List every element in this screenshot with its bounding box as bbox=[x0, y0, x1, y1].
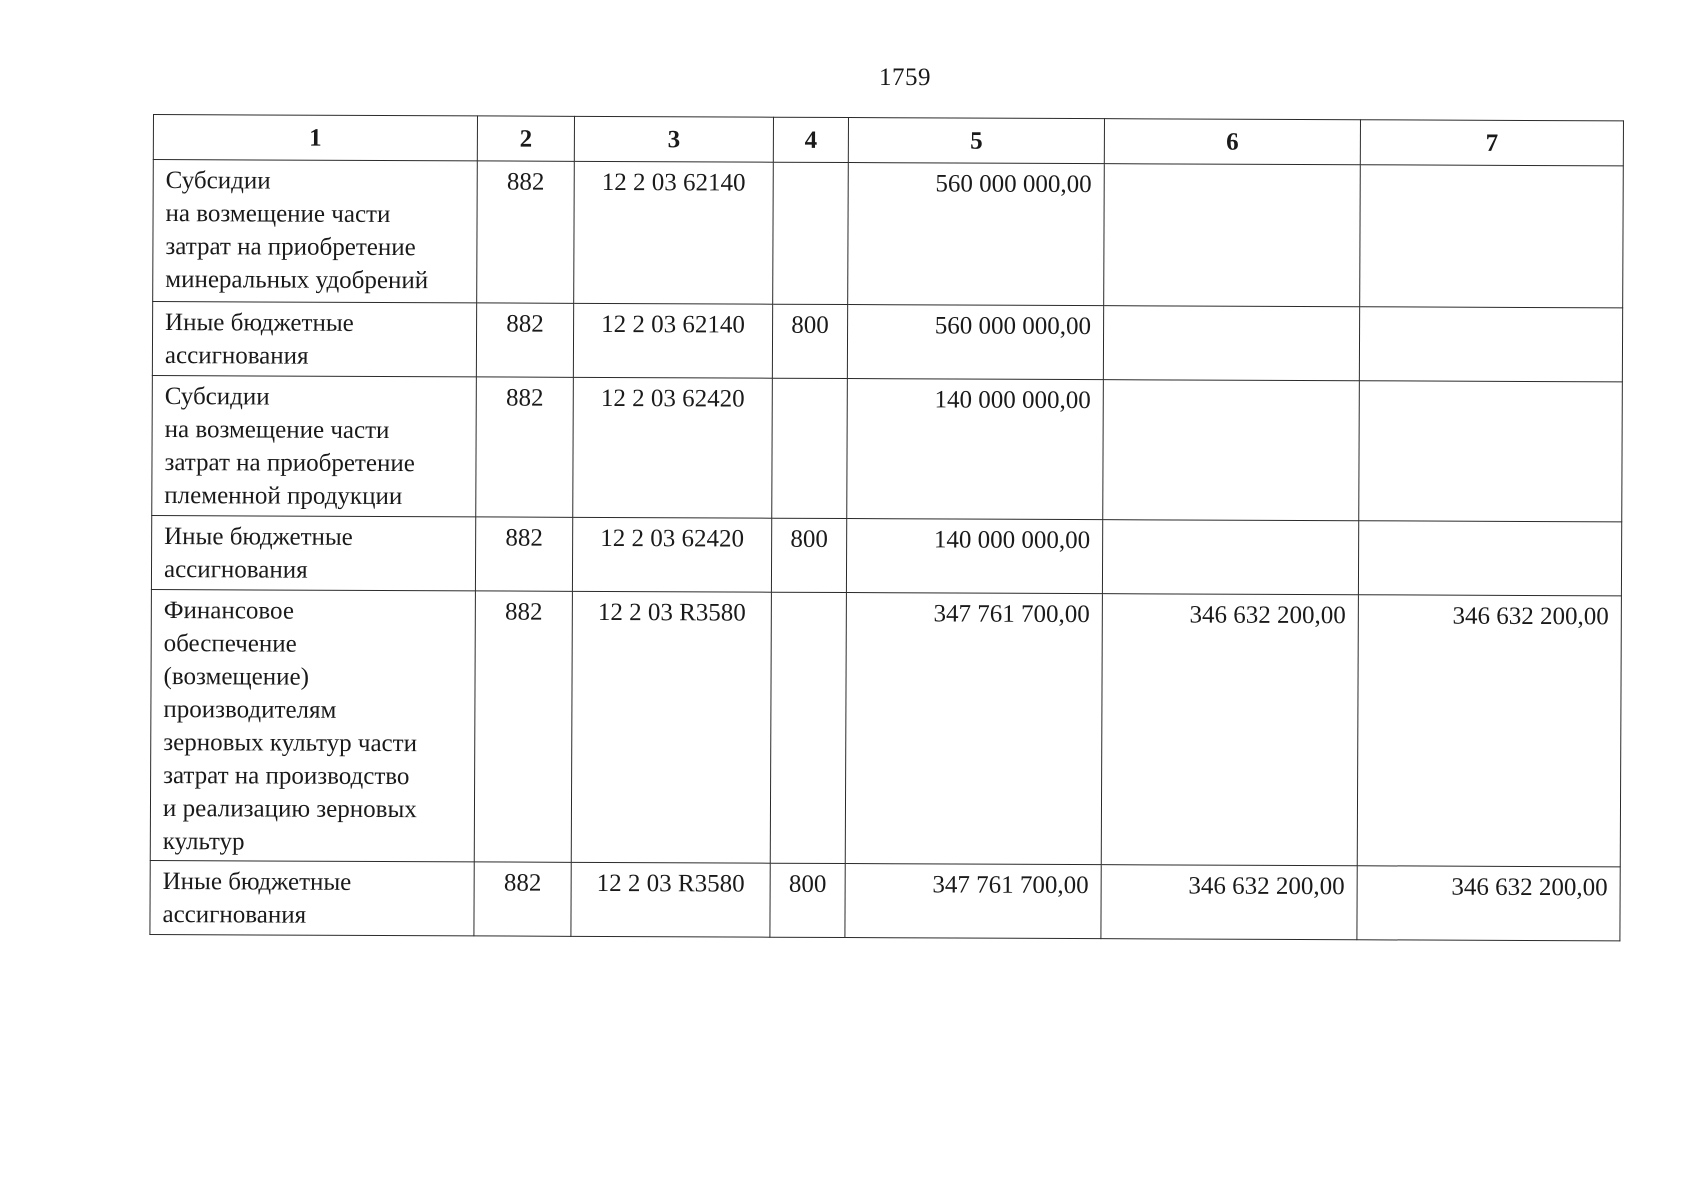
amount-cell-5: 347 761 700,00 bbox=[845, 593, 1102, 865]
amount-cell-6: 346 632 200,00 bbox=[1101, 594, 1358, 866]
ministry-code-cell: 882 bbox=[476, 303, 573, 377]
row-name-line: Иные бюджетные bbox=[164, 523, 353, 551]
target-article-cell: 12 2 03 62140 bbox=[573, 303, 772, 378]
row-name-cell bbox=[153, 160, 478, 303]
table-row bbox=[152, 302, 1622, 382]
column-header-2: 2 bbox=[477, 116, 574, 161]
amount-cell-5: 560 000 000,00 bbox=[848, 163, 1105, 306]
row-name-cell bbox=[150, 589, 475, 861]
row-name-line: Субсидии bbox=[164, 383, 270, 411]
row-name-line: культур bbox=[162, 828, 245, 856]
target-article-cell: 12 2 03 R3580 bbox=[571, 591, 771, 863]
ministry-code-cell: 882 bbox=[474, 862, 571, 936]
ministry-code-cell: 882 bbox=[476, 377, 574, 517]
amount-cell-6 bbox=[1103, 380, 1360, 521]
amount-cell-7: 346 632 200,00 bbox=[1357, 595, 1621, 867]
row-name-line: затрат на приобретение bbox=[165, 233, 416, 262]
amount-cell-7 bbox=[1359, 381, 1623, 522]
row-name-line: затрат на производство bbox=[163, 762, 410, 791]
amount-cell-5: 347 761 700,00 bbox=[845, 864, 1101, 939]
amount-cell-7 bbox=[1360, 165, 1624, 308]
amount-cell-5: 140 000 000,00 bbox=[846, 519, 1102, 594]
expense-type-cell: 800 bbox=[771, 518, 846, 592]
expense-type-cell bbox=[773, 162, 849, 304]
row-name-line: Субсидии bbox=[165, 167, 271, 195]
expense-type-cell bbox=[772, 378, 848, 518]
row-name-line: ассигнования bbox=[162, 901, 307, 929]
row-name-line: и реализацию зерновых bbox=[162, 795, 417, 824]
amount-cell-6 bbox=[1102, 520, 1358, 595]
table-row bbox=[150, 589, 1621, 866]
target-article-cell: 12 2 03 62140 bbox=[574, 161, 774, 304]
amount-cell-5: 140 000 000,00 bbox=[847, 379, 1104, 520]
amount-cell-7 bbox=[1359, 307, 1622, 382]
budget-table bbox=[149, 114, 1624, 941]
column-header-1: 1 bbox=[153, 115, 477, 161]
amount-cell-6 bbox=[1104, 164, 1361, 307]
table-header-row bbox=[153, 115, 1623, 166]
expense-type-cell bbox=[770, 592, 846, 863]
row-name-line: племенной продукции bbox=[164, 482, 403, 511]
expense-type-cell: 800 bbox=[770, 863, 845, 937]
column-header-6: 6 bbox=[1104, 119, 1360, 165]
row-name-line: Финансовое bbox=[163, 597, 295, 625]
target-article-cell: 12 2 03 62420 bbox=[573, 377, 773, 518]
amount-cell-6 bbox=[1103, 306, 1359, 381]
row-name-line: затрат на приобретение bbox=[164, 449, 415, 478]
column-header-4: 4 bbox=[773, 117, 848, 162]
column-header-3: 3 bbox=[574, 116, 773, 162]
amount-cell-7: 346 632 200,00 bbox=[1357, 866, 1620, 941]
row-name-line: Иные бюджетные bbox=[165, 309, 354, 337]
row-name-line: минеральных удобрений bbox=[165, 266, 429, 295]
table-row bbox=[152, 375, 1623, 521]
column-header-5: 5 bbox=[848, 118, 1104, 164]
target-article-cell: 12 2 03 R3580 bbox=[571, 862, 770, 937]
row-name-line: на возмещение части bbox=[165, 200, 391, 229]
page-number: 1759 bbox=[879, 64, 931, 91]
ministry-code-cell: 882 bbox=[477, 161, 575, 303]
table-row bbox=[153, 160, 1624, 308]
row-name-cell bbox=[152, 302, 476, 377]
row-name-line: ассигнования bbox=[163, 556, 308, 584]
row-name-line: (возмещение) bbox=[163, 663, 310, 691]
amount-cell-5: 560 000 000,00 bbox=[847, 305, 1103, 380]
expense-type-cell: 800 bbox=[772, 304, 847, 378]
column-header-7: 7 bbox=[1360, 120, 1623, 166]
row-name-line: зерновых культур части bbox=[163, 729, 418, 758]
row-name-cell bbox=[152, 375, 477, 516]
ministry-code-cell: 882 bbox=[474, 591, 572, 862]
table-row bbox=[151, 515, 1621, 595]
amount-cell-7 bbox=[1358, 521, 1621, 596]
row-name-cell bbox=[150, 860, 474, 935]
ministry-code-cell: 882 bbox=[475, 517, 572, 591]
row-name-line: производителям bbox=[163, 696, 337, 724]
row-name-line: на возмещение части bbox=[164, 416, 390, 445]
table-row bbox=[150, 860, 1620, 940]
row-name-line: ассигнования bbox=[164, 342, 309, 370]
row-name-line: обеспечение bbox=[163, 630, 297, 658]
row-name-cell bbox=[151, 515, 475, 590]
target-article-cell: 12 2 03 62420 bbox=[572, 517, 771, 592]
amount-cell-6: 346 632 200,00 bbox=[1101, 865, 1357, 940]
row-name-line: Иные бюджетные bbox=[162, 868, 352, 896]
budget-table-container bbox=[149, 114, 1624, 941]
